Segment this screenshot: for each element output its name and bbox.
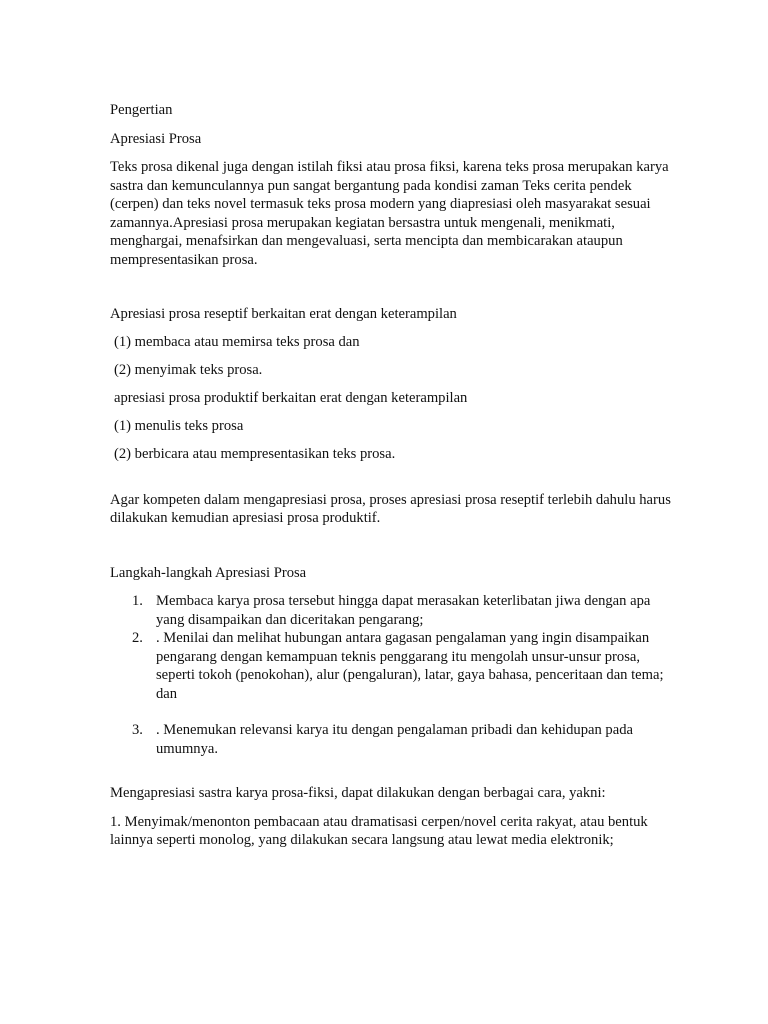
intro-paragraph: Teks prosa dikenal juga dengan istilah fiksi atau prosa fiksi, karena teks prosa merupakan karya sastra dan kemunculannya pun sangat bergantung pada kondisi zaman Teks cerita pendek (cerpen) dan teks novel termasuk teks prosa modern yang diapresiasi oleh masyarakat sesuai zamannya.Apresiasi prosa merupakan kegiatan bersastra untuk mengenali, menikmati, menghargai, menafsirkan dan mengevaluasi, serta mencipta dan membicarakan ataupun mempresentasikan prosa.: [110, 159, 669, 268]
steps-list: [110, 592, 680, 758]
list-item-number: 1.: [132, 593, 143, 609]
list-item: [110, 721, 680, 758]
document-subheading: Apresiasi Prosa: [110, 130, 202, 147]
receptive-skill-1: (1) membaca atau memirsa teks prosa dan: [114, 334, 360, 350]
list-item-text: Membaca karya prosa tersebut hingga dapat merasakan keterlibatan jiwa dengan apa yang disampaikan dan diceritakan pengarang;: [156, 593, 651, 628]
list-item-number: 3.: [132, 722, 143, 738]
productive-skill-2: (2) berbicara atau mempresentasikan teks prosa.: [114, 446, 396, 462]
document-heading: Pengertian: [110, 102, 173, 118]
document-page: [110, 101, 680, 850]
competence-paragraph: Agar kompeten dalam mengapresiasi prosa, proses apresiasi prosa reseptif terlebih dahulu harus dilakukan kemudian apresiasi prosa produktif.: [110, 491, 671, 526]
list-item-number: 2.: [132, 630, 143, 646]
list-item: [110, 592, 680, 629]
receptive-skill-2: (2) menyimak teks prosa.: [114, 362, 263, 378]
list-item-text: . Menilai dan melihat hubungan antara gagasan pengalaman yang ingin disampaikan pengarang dengan kemampuan teknis penggarang itu mengolah unsur-unsur prosa, seperti tokoh (penokohan), alur (pengaluran), latar, gaya bahasa, penceritaan dan tema; dan: [156, 630, 664, 702]
way-item-1: 1. Menyimak/menonton pembacaan atau dramatisasi cerpen/novel cerita rakyat, atau bentuk lainnya seperti monolog, yang dilakukan secara langsung atau lewat media elektronik;: [110, 813, 648, 848]
list-item-text: . Menemukan relevansi karya itu dengan pengalaman pribadi dan kehidupan pada umumnya.: [156, 722, 633, 757]
productive-skill-1: (1) menulis teks prosa: [114, 418, 244, 434]
list-item: [110, 629, 680, 703]
steps-title: Langkah-langkah Apresiasi Prosa: [110, 564, 307, 581]
receptive-intro: Apresiasi prosa reseptif berkaitan erat dengan keterampilan: [110, 306, 457, 322]
productive-intro: apresiasi prosa produktif berkaitan erat dengan keterampilan: [114, 390, 468, 406]
ways-intro: Mengapresiasi sastra karya prosa-fiksi, dapat dilakukan dengan berbagai cara, yakni:: [110, 785, 606, 801]
